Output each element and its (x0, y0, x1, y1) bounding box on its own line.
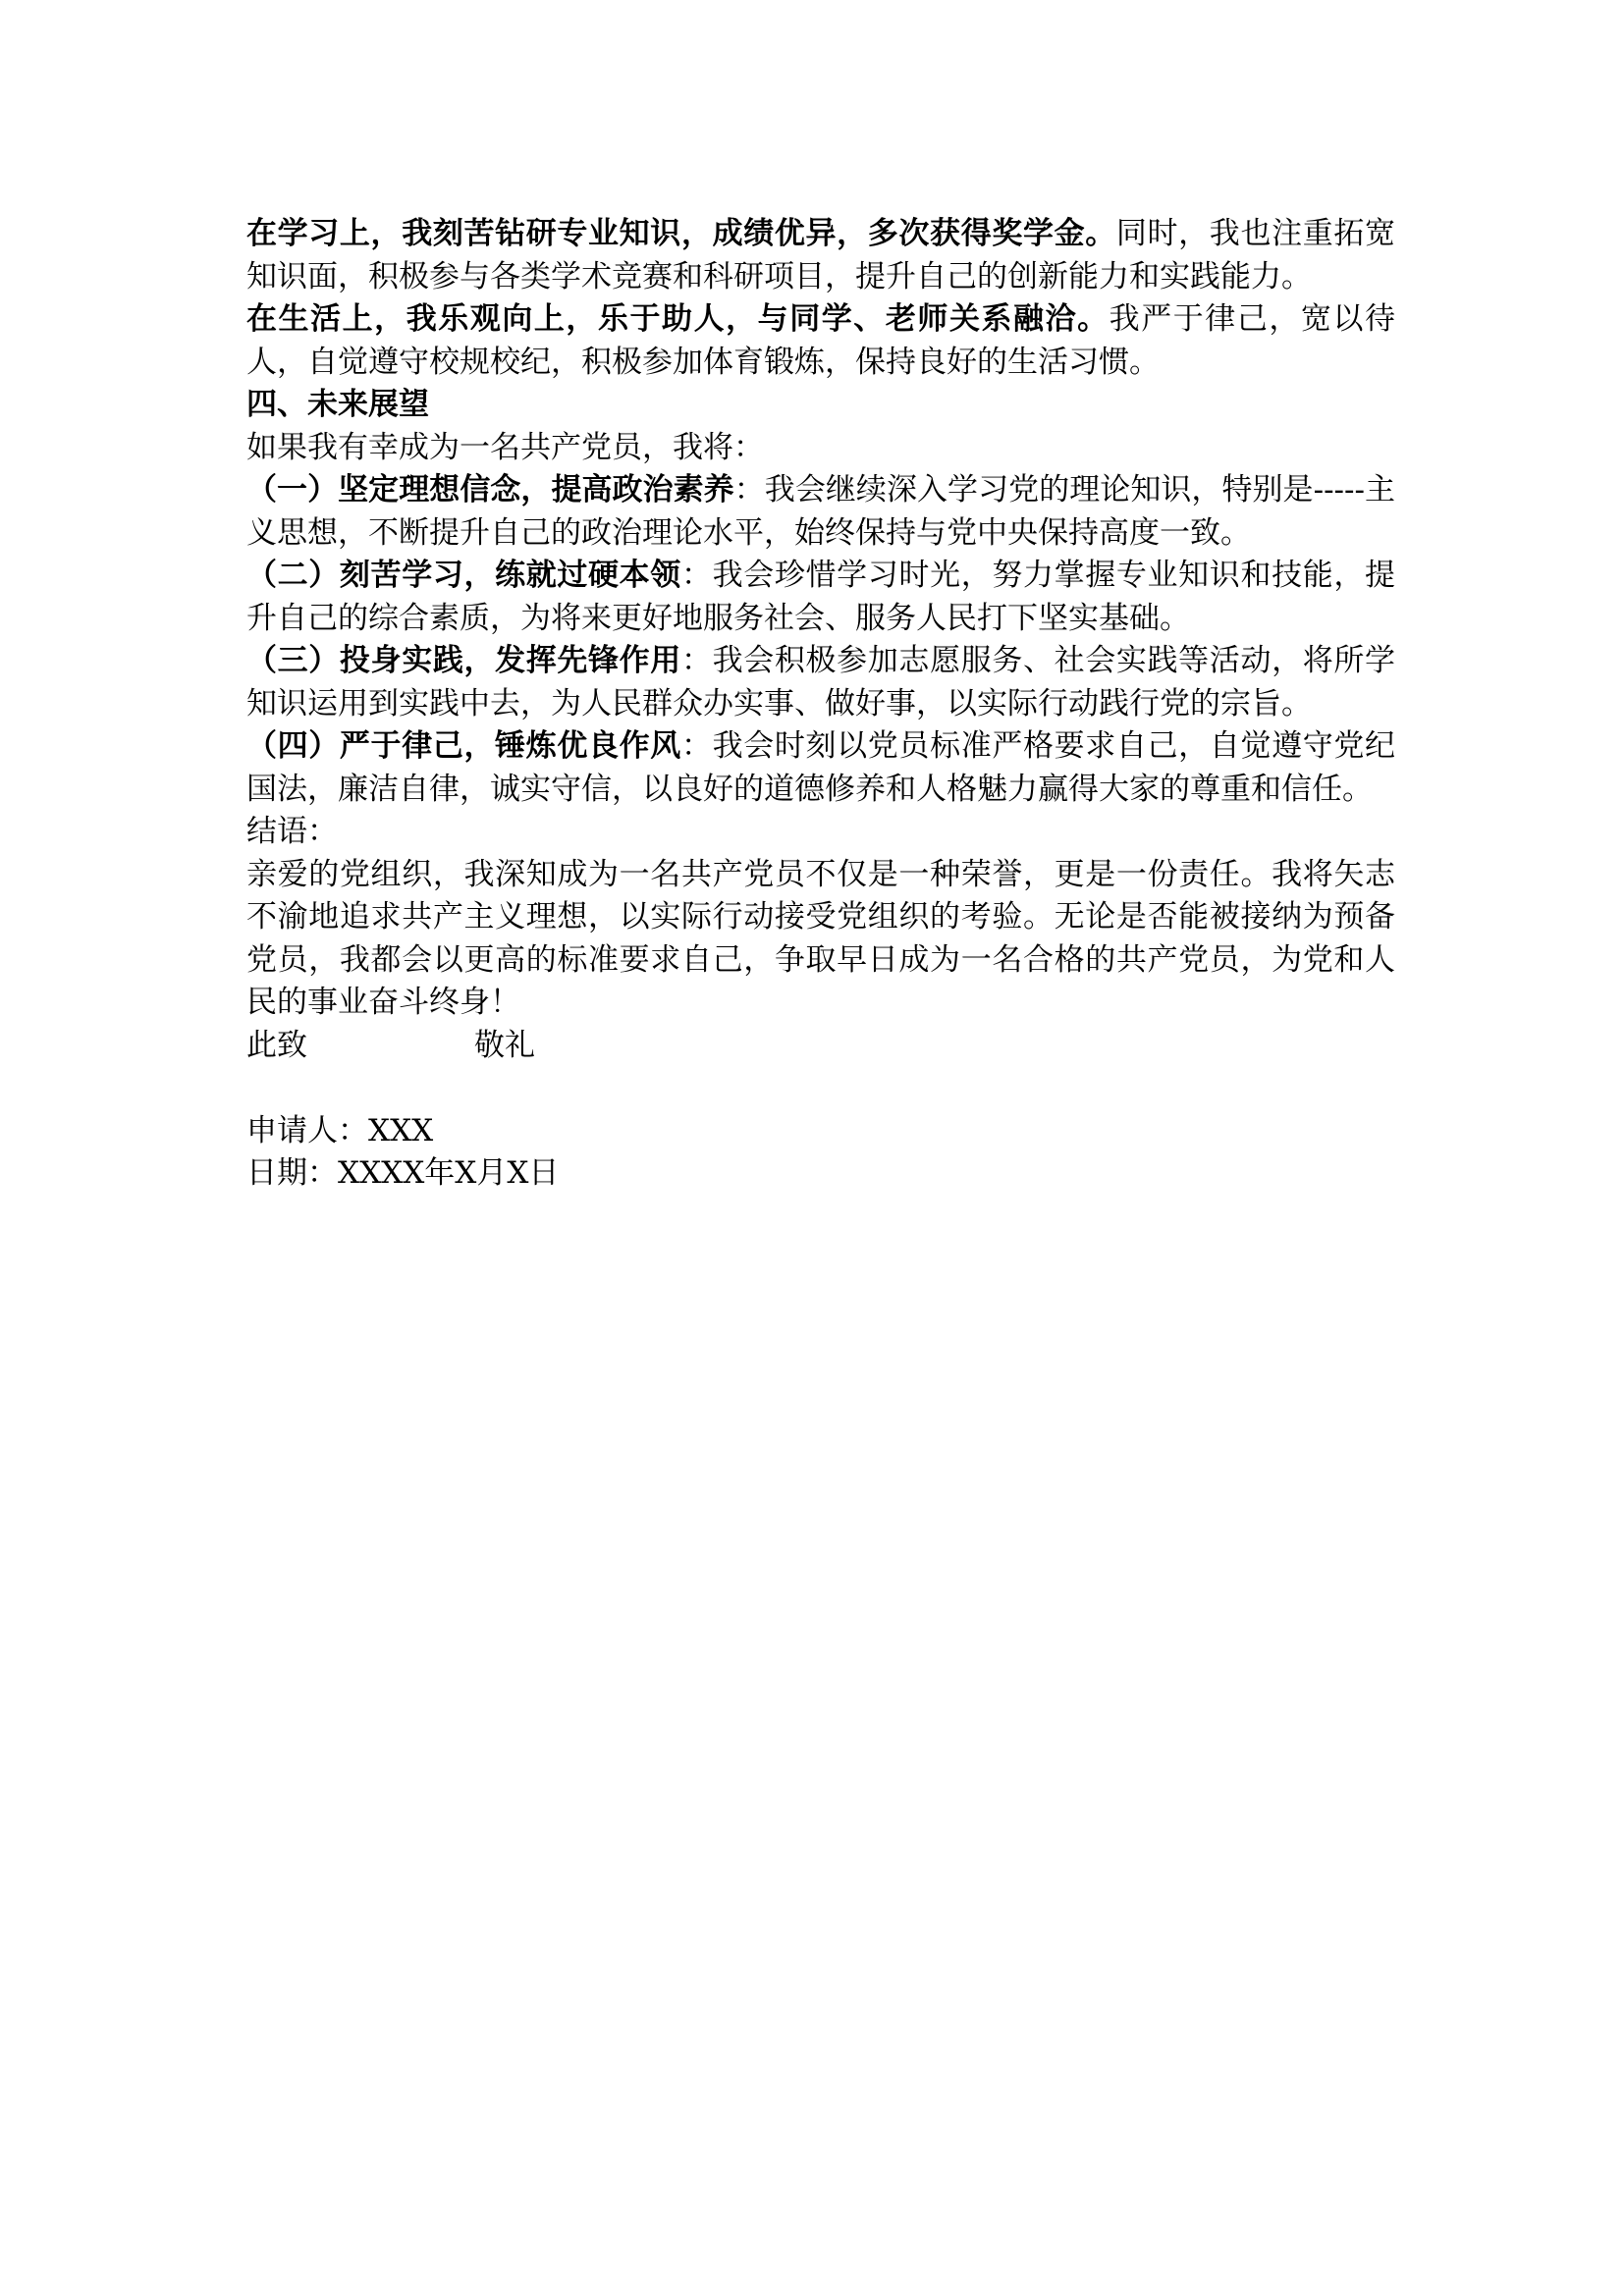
item-3-text: ：我会积极参加志愿服务、社会实践等活动，将所学知识运用到实践中去，为人民群众办实事、做好事，以实际行动践行党的宗旨。 (246, 643, 1396, 721)
item-2-lead: （二）刻苦学习，练就过硬本领 (246, 558, 681, 593)
conclusion-paragraph: 亲爱的党组织，我深知成为一名共产党员不仅是一种荣誉，更是一份责任。我将矢志不渝地追求共产主义理想，以实际行动接受党组织的考验。无论是否能被接纳为预备党员，我都会以更高的标准要求自己，争取早日成为一名合格的共产党员，为党和人民的事业奋斗终身！ (246, 856, 1395, 1020)
item-2-text: ：我会珍惜学习时光，努力掌握专业知识和技能，提升自己的综合素质，为将来更好地服务社会、服务人民打下坚实基础。 (246, 558, 1396, 636)
life-lead: 在生活上，我乐观向上，乐于助人，与同学、老师关系融洽。 (246, 301, 1110, 337)
closing-salutation: 此致 (246, 1027, 307, 1063)
closing-regards: 敬礼 (474, 1027, 535, 1063)
item-2-paragraph (246, 555, 1395, 640)
date-line: 日期：XXXX年X月X日 (246, 1155, 560, 1191)
item-3-lead: （三）投身实践，发挥先锋作用 (246, 643, 681, 678)
applicant-line: 申请人：XXX (246, 1112, 434, 1148)
item-1-paragraph (246, 469, 1395, 555)
item-1-lead: （一）坚定理想信念，提高政治素养 (246, 472, 734, 507)
item-4-paragraph (246, 725, 1395, 811)
life-paragraph (246, 298, 1395, 384)
item-3-paragraph (246, 640, 1395, 725)
section-heading-future: 四、未来展望 (246, 387, 429, 422)
item-4-text: ：我会时刻以党员标准严格要求自己，自觉遵守党纪国法，廉洁自律，诚实守信，以良好的道德修养和人格魅力赢得大家的尊重和信任。 (246, 728, 1396, 807)
study-lead: 在学习上，我刻苦钻研专业知识，成绩优异，多次获得奖学金。 (246, 216, 1116, 251)
intro-paragraph: 如果我有幸成为一名共产党员，我将： (246, 429, 764, 465)
conclusion-label: 结语： (246, 814, 338, 849)
item-4-lead: （四）严于律己，锤炼优良作风 (246, 728, 681, 764)
life-text: 我严于律己，宽以待人，自觉遵守校规校纪，积极参加体育锻炼，保持良好的生活习惯。 (246, 301, 1395, 380)
closing-line (246, 1025, 1395, 1068)
study-paragraph (246, 213, 1395, 298)
item-1-text: ：我会继续深入学习党的理论知识，特别是-----主义思想，不断提升自己的政治理论水平，始终保持与党中央保持高度一致。 (246, 472, 1396, 551)
study-text: 同时，我也注重拓宽知识面，积极参与各类学术竞赛和科研项目，提升自己的创新能力和实践能力。 (246, 216, 1396, 294)
blank-line (246, 1067, 1395, 1110)
document-body (246, 213, 1395, 1196)
